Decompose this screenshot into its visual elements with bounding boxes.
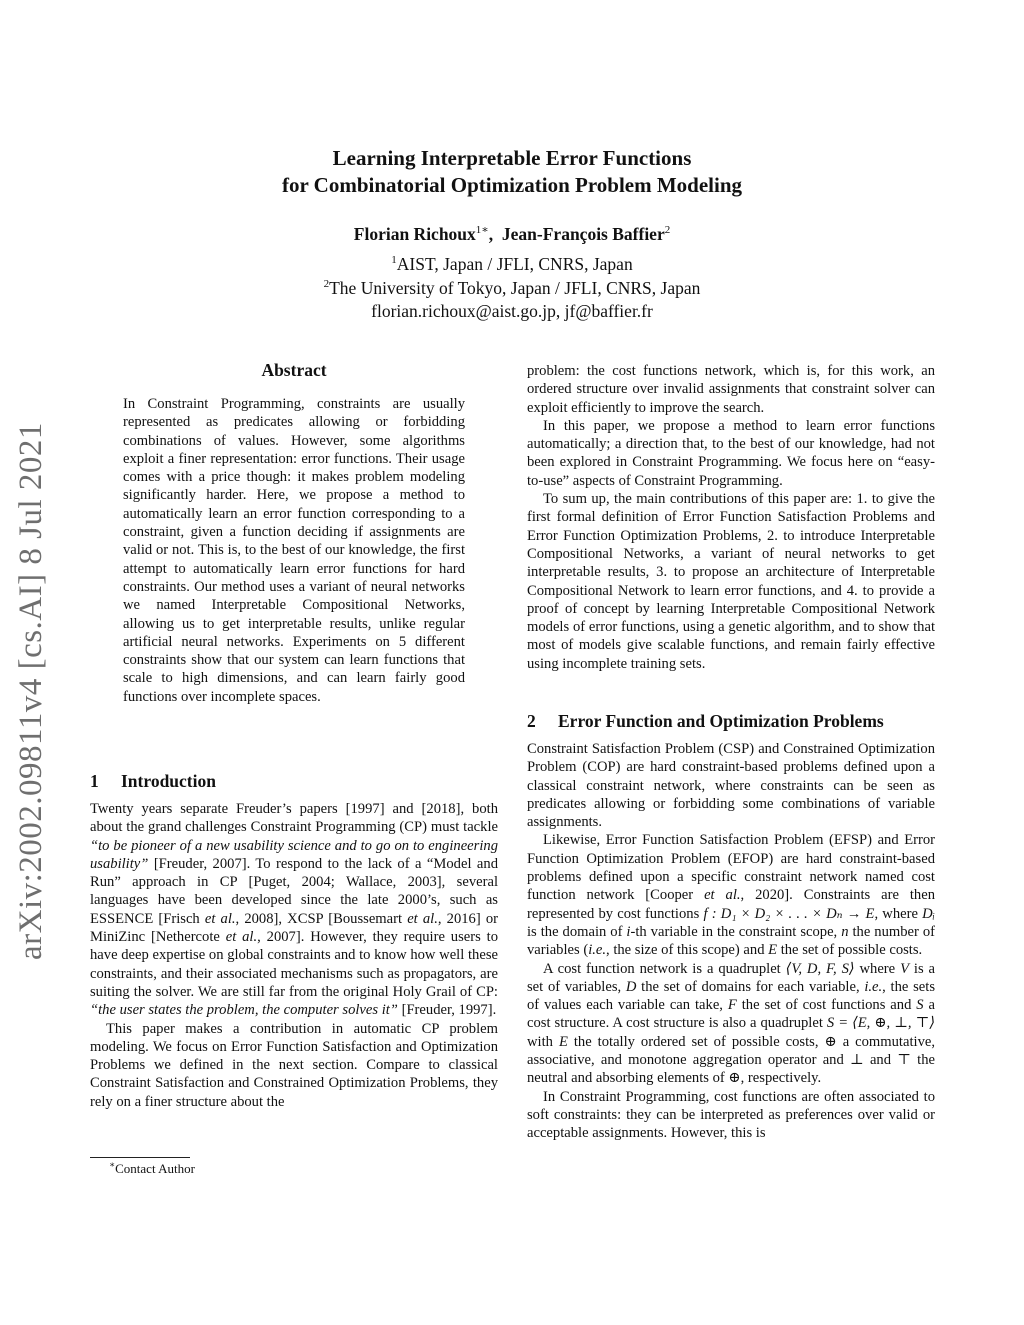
affiliation-2-mark: 2 [323, 277, 330, 290]
title-line-1: Learning Interpretable Error Functions [332, 146, 692, 170]
title-line-2: for Combinatorial Optimization Problem Modeling [281, 173, 743, 197]
intro-paragraph-1: Twenty years separate Freuder’s papers [1997] and [2018], both about the grand challenges Constraint Programming (CP) must tackle “to be pioneer of a new usability science and to go on to engineering usability” [Freuder, 2007]. To respond to the lack of a “Model and Run” approach in CP [Puget, 2004; Wallace, 2003], several languages have been developed since the late 2000’s, such as ESSENCE [Frisch et al., 2008], XCSP [Boussemart et al., 2016] or MiniZinc [Nethercote et al., 2007]. However, they require users to have deep expertise on global constraints and to know how well these constraints, and their associated mechanisms such as propagators, are suiting the solver. We are still far from the original Holy Grail of CP: “the user states the problem, the computer solves it” [Freuder, 1997]. [90, 801, 499, 1019]
intro-paragraph-2: This paper makes a contribution in automatic CP problem modeling. We focus on Error Function Satisfaction and Optimization Problems we defined in the next section. Compare to classical Constraint Satisfaction and Constrained Optimization Problems, they rely on a finer structure about the [90, 1020, 498, 1110]
section-2-heading [527, 711, 884, 732]
section-2-paragraph-2: Likewise, Error Function Satisfaction Problem (EFSP) and Error Function Optimization Problem (EFOP) are hard constraint-based problems defined upon a specific constraint network named cost function network [Cooper et al., 2020]. Constraints are then represented by cost functions f : D₁ × D₂ × . . . × Dₙ → E, where Dᵢ is the domain of i-th variable in the constraint scope, n the number of variables (i.e., the size of this scope) and E the set of possible costs. [527, 832, 935, 959]
affiliation-2-text: The University of Tokyo, Japan / JFLI, CNRS, Japan [329, 277, 701, 298]
footnote-mark: ∗ [109, 1159, 116, 1170]
intro-paragraph-4: In this paper, we propose a method to learn error functions automatically; a direction that, to the best of our knowledge, had not been explored in Constraint Programming. We focus here on “easy-to-use” aspects of Constraint Programming. [527, 417, 935, 489]
section-1-heading [90, 771, 216, 792]
author-1-affiliation-mark: 1∗ [475, 224, 489, 237]
section-1-title: Introduction [121, 771, 216, 791]
author-1: Florian Richoux [353, 224, 476, 244]
author-2-affiliation-mark: 2 [664, 224, 671, 237]
section-2-paragraph-4: In Constraint Programming, cost functions are often associated to soft constraints: they can be interpreted as preferences over valid or acceptable assignments. However, this is [527, 1088, 935, 1142]
section-2-number: 2 [527, 711, 536, 731]
intro-paragraph-3: problem: the cost functions network, which is, for this work, an ordered structure over invalid assignments that constraint solver can exploit efficiently to improve the search. [527, 363, 935, 416]
right-column-section-2-body [527, 740, 935, 1143]
footnote [109, 1161, 195, 1177]
author-list [0, 224, 1024, 245]
affiliations [0, 253, 1024, 324]
abstract-heading: Abstract [261, 360, 327, 380]
affiliation-1 [0, 253, 1024, 277]
left-column-body [90, 800, 498, 1111]
section-2-paragraph-1: Constraint Satisfaction Problem (CSP) and Constrained Optimization Problem (COP) are hard constraint-based problems defined upon a classical constraint network, where constraints can be seen as predicates allowing or forbidding some combinations of variable assignments. [527, 741, 935, 831]
author-emails: florian.richoux@aist.go.jp, jf@baffier.fr [371, 301, 653, 321]
arxiv-identifier-sidebar: arXiv:2002.09811v4 [cs.AI] 8 Jul 2021 [13, 422, 49, 960]
author-2: Jean-François Baffier [501, 224, 665, 244]
paper-title [0, 145, 1024, 199]
footnote-rule [90, 1157, 190, 1158]
intro-paragraph-5: To sum up, the main contributions of this paper are: 1. to give the first formal definition of Error Function Satisfaction Problems and Error Function Optimization Problems, 2. to introduce Interpretable Compositional Networks, a variant of neural networks to get interpretable results, 3. to propose an architecture of Interpretable Compositional Network to learn error functions, and 4. to provide a proof of concept by learning Interpretable Compositional Network models of error functions, using a genetic algorithm, and to show that most of models give scalable functions, and remain fairly effective using incomplete training sets. [527, 491, 935, 672]
section-2-title: Error Function and Optimization Problems [558, 711, 884, 731]
section-1-number: 1 [90, 771, 99, 791]
affiliation-1-text: AIST, Japan / JFLI, CNRS, Japan [396, 254, 633, 274]
footnote-text: Contact Author [115, 1161, 195, 1176]
section-2-paragraph-3: A cost function network is a quadruplet ⟨V, D, F, S⟩ where V is a set of variables, D the set of domains for each variable, i.e., the sets of values each variable can take, F the set of cost functions and S a cost structure. A cost structure is also a quadruplet S = ⟨E, ⊕, ⊥, ⊤⟩ with E the totally ordered set of possible costs, ⊕ a commutative, associative, and monotone aggregation operator and ⊥ and ⊤ the neutral and absorbing elements of ⊕, respectively. [527, 960, 936, 1087]
author-separator: , [488, 224, 502, 244]
right-column-intro-continued [527, 362, 935, 673]
abstract-text: In Constraint Programming, constraints are usually represented as predicates allowing or forbidding combinations of values. However, some algorithms exploit a finer representation: error functions. Their usage comes with a price though: it makes problem modeling significantly harder. Here, we propose a method to automatically learn an error function corresponding to a constraint, given a function deciding if assignments are valid or not. This is, to the best of our knowledge, the first attempt to automatically learn error functions for hard constraints. Our method uses a variant of neural networks we named Interpretable Compositional Networks, allowing us to get interpretable results, unlike regular artificial neural networks. Experiments on 5 different constraints show that our system can learn functions that scale to high dimensions, and can learn fairly good functions over incomplete spaces. [123, 396, 465, 705]
affiliation-2 [0, 277, 1024, 301]
affiliation-1-mark: 1 [391, 254, 397, 267]
